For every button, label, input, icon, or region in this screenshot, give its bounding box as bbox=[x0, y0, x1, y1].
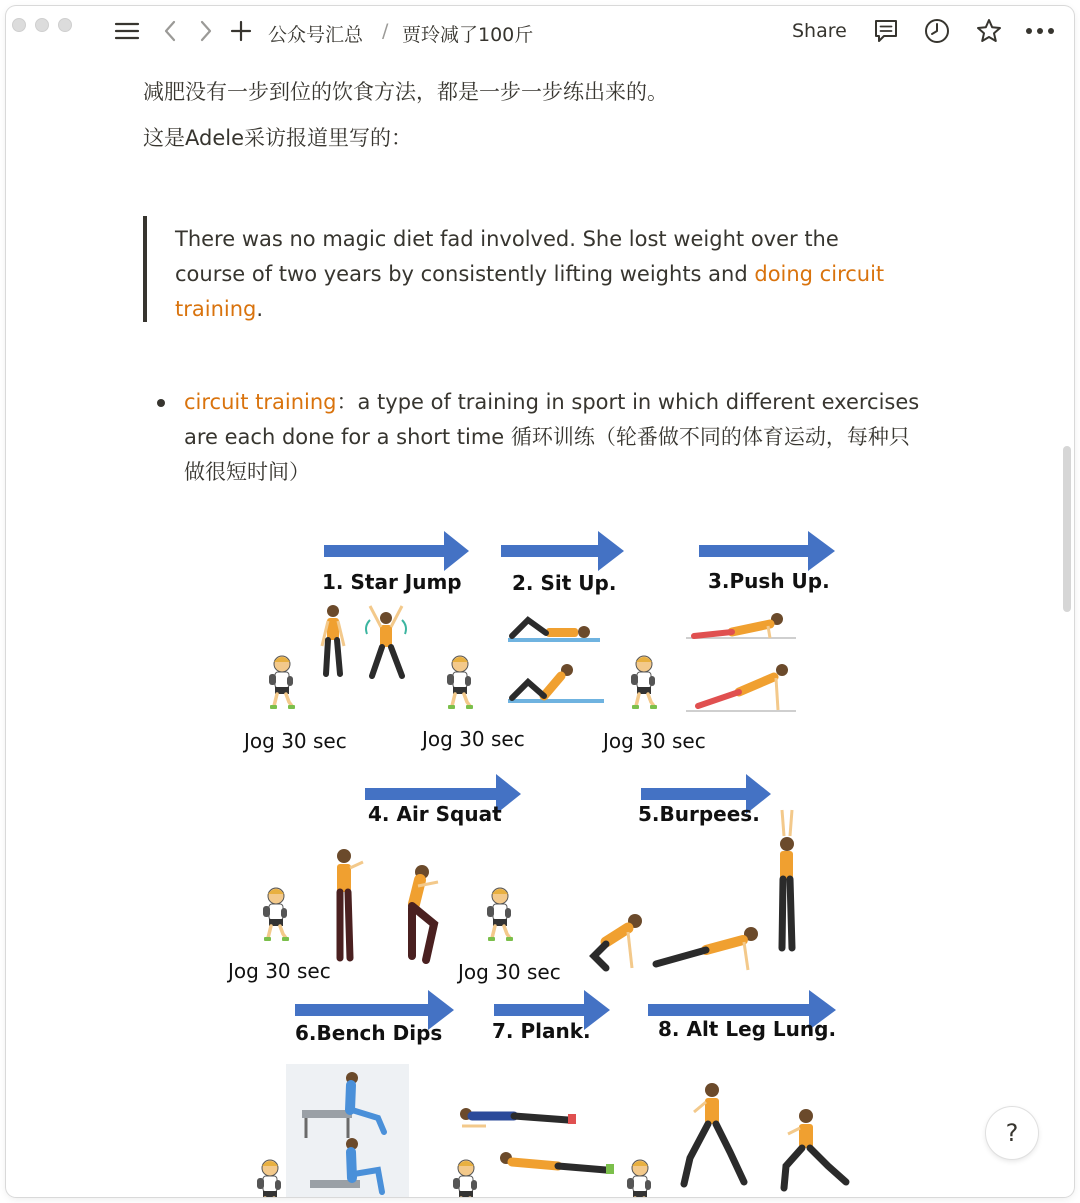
jogger-figure-1 bbox=[269, 656, 295, 709]
jog-label-3: Jog 30 sec bbox=[603, 729, 706, 753]
jogger-figure-2 bbox=[447, 656, 473, 709]
share-button[interactable]: Share bbox=[792, 20, 847, 42]
help-button[interactable]: ? bbox=[986, 1107, 1038, 1159]
quote-text-end: . bbox=[256, 297, 264, 321]
bullet-term: circuit training bbox=[184, 390, 337, 414]
paragraph-diet: 减肥没有一步到位的饮食方法，都是一步一步练出来的。 bbox=[143, 80, 668, 104]
diagram-arrows bbox=[295, 531, 836, 1030]
alt-leg-lunge-illustration bbox=[684, 1083, 846, 1188]
quote-highlight: doing circuit training bbox=[175, 262, 885, 321]
air-squat-illustration bbox=[337, 849, 438, 960]
exercise-6-label: 6.Bench Dips bbox=[295, 1021, 443, 1045]
breadcrumb-separator: / bbox=[382, 20, 389, 42]
exercise-4-label: 4. Air Squat bbox=[368, 802, 502, 826]
sit-up-illustration bbox=[508, 620, 604, 703]
breadcrumb-parent[interactable]: 公众号汇总 bbox=[268, 24, 364, 46]
page-content bbox=[6, 6, 1074, 1197]
exercise-5-label: 5.Burpees. bbox=[638, 802, 760, 826]
jogger-figure-6 bbox=[257, 1160, 283, 1197]
star-jump-illustration bbox=[322, 605, 406, 676]
exercise-7-label: 7. Plank. bbox=[492, 1019, 591, 1043]
burpees-illustration bbox=[594, 810, 794, 970]
jog-labels bbox=[226, 727, 706, 984]
jogger-figure-5 bbox=[487, 888, 513, 941]
push-up-illustration bbox=[686, 613, 796, 711]
jog-label-4: Jog 30 sec bbox=[228, 959, 331, 983]
jog-label-2: Jog 30 sec bbox=[422, 727, 525, 751]
breadcrumb-current[interactable]: 贾玲减了100斤 bbox=[402, 24, 534, 46]
jog-label-5: Jog 30 sec bbox=[458, 960, 561, 984]
bullet-definition: ：a type of training in sport in which different exercises are each done for a short time 循环训练（轮番做不同的体育运动，每种只做很短时间） bbox=[184, 390, 920, 484]
exercise-8-label: 8. Alt Leg Lung. bbox=[658, 1017, 837, 1041]
paragraph-adele: 这是Adele采访报道里写的： bbox=[143, 126, 413, 150]
app-window bbox=[6, 6, 1074, 1197]
exercise-3-label: 3.Push Up. bbox=[708, 569, 830, 593]
exercise-2-label: 2. Sit Up. bbox=[512, 571, 617, 595]
bench-dips-illustration bbox=[286, 1064, 409, 1197]
jogger-figure-7 bbox=[453, 1160, 479, 1197]
exercise-1-label: 1. Star Jump bbox=[322, 570, 462, 594]
jogger-figure-4 bbox=[263, 888, 289, 941]
jogger-figure-8 bbox=[627, 1160, 653, 1197]
jog-label-1: Jog 30 sec bbox=[244, 729, 347, 753]
plank-illustration bbox=[460, 1108, 614, 1174]
circuit-training-diagram bbox=[6, 6, 1074, 1197]
quote-text-start: There was no magic diet fad involved. She lost weight over the course of two years by consistently lifting weights and bbox=[175, 227, 839, 286]
jogger-figure-3 bbox=[631, 656, 657, 709]
